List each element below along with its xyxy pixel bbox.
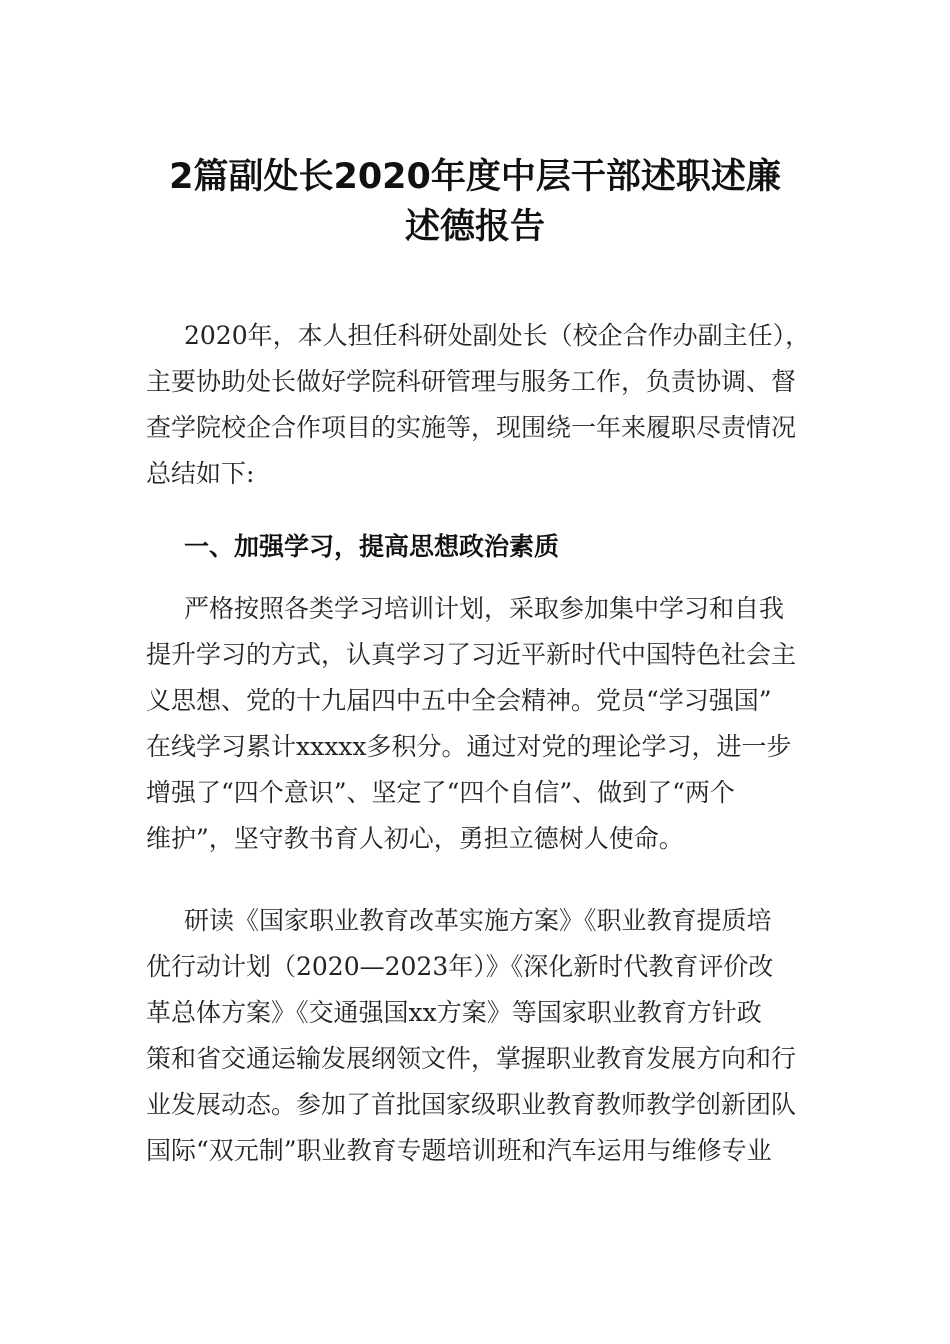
title-line: 述德报告 (404, 207, 545, 247)
paragraph-line: 增强了“四个意识”、坚定了“四个自信”、做到了“两个 (146, 778, 735, 807)
paragraph-line: 维护”，坚守教书育人初心，勇担立德树人使命。 (146, 824, 684, 853)
paragraph-line: 在线学习累计xxxxx多积分。通过对党的理论学习，进一步 (146, 732, 792, 761)
paragraph-line: 策和省交通运输发展纲领文件，掌握职业教育发展方向和行 (146, 1044, 797, 1073)
paragraph-line: 查学院校企合作项目的实施等，现围绕一年来履职尽责情况 (146, 413, 797, 442)
section-heading: 一、加强学习，提高思想政治素质 (184, 532, 560, 561)
paragraph-line: 提升学习的方式，认真学习了习近平新时代中国特色社会主 (146, 640, 797, 669)
title-line: 2篇副处长2020年度中层干部述职述廉 (169, 157, 781, 197)
paragraph-line: 业发展动态。参加了首批国家级职业教育教师教学创新团队 (146, 1090, 797, 1119)
paragraph-line: 主要协助处长做好学院科研管理与服务工作，负责协调、督 (146, 367, 797, 396)
paragraph-intro (146, 313, 826, 497)
paragraph-line: 严格按照各类学习培训计划，采取参加集中学习和自我 (184, 594, 785, 623)
paragraph-study (146, 586, 826, 862)
paragraph-policy (146, 898, 826, 1174)
document-title (120, 152, 830, 252)
paragraph-line: 优行动计划（2020—2023年）》《深化新时代教育评价改 (146, 952, 774, 981)
paragraph-line: 革总体方案》《交通强国xx方案》等国家职业教育方针政 (146, 998, 762, 1027)
paragraph-line: 2020年，本人担任科研处副处长（校企合作办副主任）， (184, 321, 811, 350)
paragraph-line: 总结如下: (146, 459, 255, 488)
paragraph-line: 义思想、党的十九届四中五中全会精神。党员“学习强国” (146, 686, 772, 715)
paragraph-line: 研读《国家职业教育改革实施方案》《职业教育提质培 (184, 906, 772, 935)
paragraph-line: 国际“双元制”职业教育专题培训班和汽车运用与维修专业 (146, 1136, 772, 1165)
